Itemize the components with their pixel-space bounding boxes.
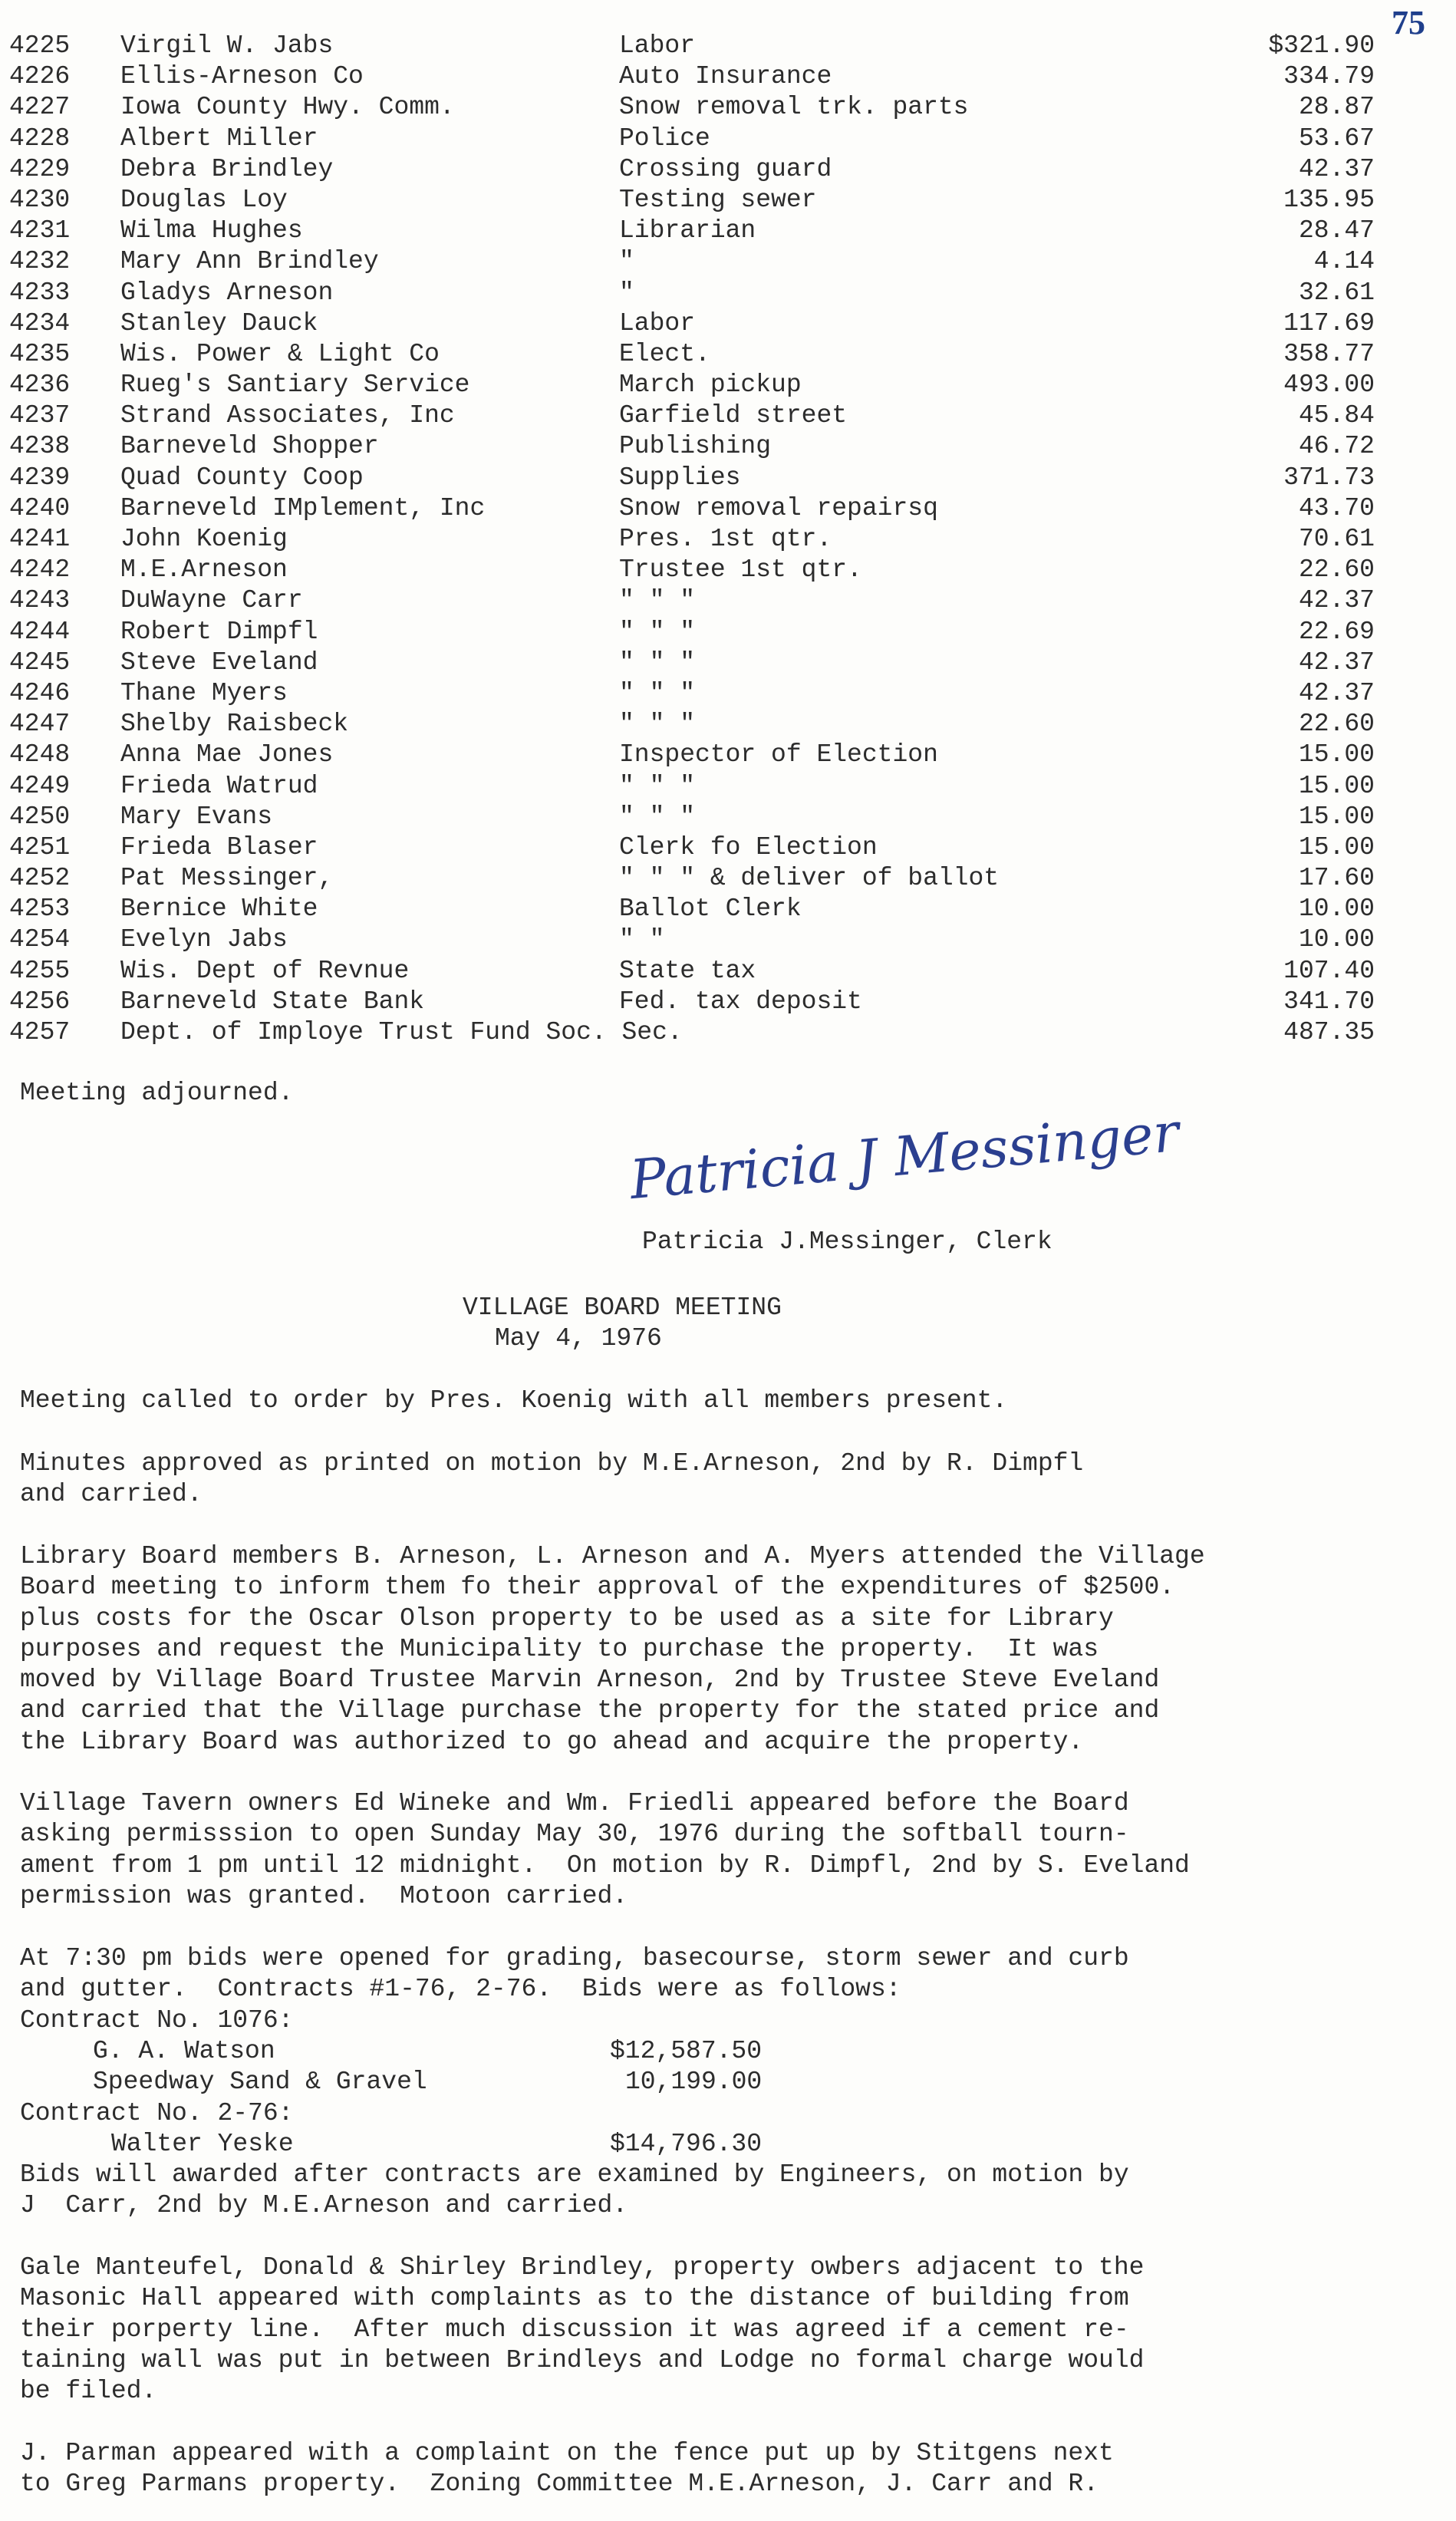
voucher-number: 4236 [9,371,71,400]
payment-description: State tax [619,956,756,985]
payment-amount: $321.90 [1268,31,1375,60]
payee-name: Strand Associates, Inc [120,401,455,430]
payee-name: Albert Miller [120,124,318,153]
voucher-number: 4229 [9,154,71,183]
payment-amount: 334.79 [1283,62,1375,91]
payment-amount: 487.35 [1283,1018,1375,1046]
payment-description: " [619,247,634,276]
payment-amount: 42.37 [1298,678,1375,707]
payment-amount: 10.00 [1298,895,1375,924]
voucher-number: 4242 [9,555,71,585]
bid-amount: $14,796.30 [610,2130,763,2158]
voucher-number: 4244 [9,617,71,646]
payment-amount: 45.84 [1298,401,1375,430]
voucher-number: 4247 [9,710,71,739]
payee-name: Gladys Arneson [120,278,334,307]
payee-name: M.E.Arneson [120,555,288,585]
payment-amount: 15.00 [1298,832,1375,862]
bid-amount: 10,199.00 [625,2068,763,2096]
payee-name: Mary Ann Brindley [120,247,379,276]
clerk-line: Patricia J.Messinger, Clerk [642,1228,1052,1256]
payment-description: Snow removal repairsq [619,493,938,522]
payment-amount: 43.70 [1298,493,1375,522]
payee-name: Ellis-Arneson Co [120,62,364,91]
bid-amount: $12,587.50 [610,2037,763,2065]
payee-name: Barneveld IMplement, Inc [120,493,486,522]
voucher-number: 4243 [9,586,71,615]
voucher-number: 4237 [9,401,71,430]
payment-amount: 28.87 [1298,93,1375,122]
ledger-row [9,185,1375,216]
payment-amount: 22.60 [1298,555,1375,585]
payee-name: Debra Brindley [120,154,334,183]
payment-description: Inspector of Election [619,740,938,769]
payment-description: Ballot Clerk [619,895,802,924]
payment-description: " " " [619,586,696,615]
payment-description: Librarian [619,216,756,246]
payment-amount: 4.14 [1313,247,1375,276]
voucher-number: 4245 [9,648,71,677]
payment-description: " " " [619,802,696,831]
ledger-row [9,1017,1375,1048]
voucher-number: 4238 [9,432,71,461]
payment-amount: 28.47 [1298,216,1375,246]
voucher-number: 4226 [9,62,71,91]
voucher-number: 4254 [9,925,71,954]
payee-name: Bernice White [120,895,318,924]
payment-amount: 15.00 [1298,740,1375,769]
contract-heading: Contract No. 2-76: [20,2099,294,2127]
payment-description: " " " [619,771,696,800]
payee-name: Wis. Dept of Revnue [120,956,410,985]
voucher-number: 4250 [9,802,71,831]
payment-description: Labor [619,31,696,60]
payee-name: Virgil W. Jabs [120,31,334,60]
payee-name: Frieda Watrud [120,771,318,800]
payee-name: Evelyn Jabs [120,925,288,954]
ledger-row [9,154,1375,185]
ledger-row [9,924,1375,955]
ledger-row [9,493,1375,524]
ledger-row [9,956,1375,987]
payment-description: Labor [619,308,696,338]
paragraph-library-board: Library Board members B. Arneson, L. Arneson and A. Myers attended the Village Board meeting to inform them fo their approval of the expenditures of $2500. plus costs for the Oscar Olson property to be used as a site for Library purposes and request the Municipality to purchase the property. It was moved by Village Board Trustee Marvin Arneson, 2nd by Trustee Steve Eveland and carried that the Village purchase the property for the stated price and the Library Board was authorized to go ahead and acquire the property. [20,1542,1205,1756]
payee-name: Shelby Raisbeck [120,710,349,739]
voucher-number: 4233 [9,278,71,307]
ledger-row [9,92,1375,123]
payee-name: John Koenig [120,525,288,553]
payment-description: Trustee 1st qtr. [619,555,862,585]
bid-name: G. A. Watson [93,2037,275,2065]
ledger-row [9,863,1375,894]
payment-description: March pickup [619,371,802,400]
ledger-row [9,278,1375,308]
voucher-number: 4234 [9,308,71,338]
voucher-number: 4230 [9,185,71,214]
paragraph-fence-complaint: J. Parman appeared with a complaint on the fence put up by Stitgens next to Greg Parmans property. Zoning Committee M.E.Arneson, J. Carr and R. [20,2439,1114,2499]
clerk-signature: Patricia J Messinger [627,1100,1181,1212]
payment-amount: 22.60 [1298,710,1375,739]
payee-name: Douglas Loy [120,185,288,214]
ledger-row [9,61,1375,92]
payment-description: " " " [619,648,696,677]
voucher-number: 4239 [9,463,71,492]
payment-description: " [619,278,634,307]
payment-description: Clerk fo Election [619,832,878,862]
payment-description: Pres. 1st qtr. [619,525,832,553]
payment-amount: 341.70 [1283,987,1375,1016]
payment-description: Elect. [619,339,710,368]
ledger-row [9,246,1375,277]
ledger-row [9,987,1375,1017]
ledger-row [9,802,1375,832]
meeting-date: May 4, 1976 [495,1324,662,1353]
payment-amount: 17.60 [1298,864,1375,893]
paragraph-bids-award: Bids will awarded after contracts are examined by Engineers, on motion by J Carr, 2nd by M.E.Arneson and carried. [20,2160,1129,2220]
ledger-row [9,431,1375,462]
payment-description: " " " & deliver of ballot [619,864,1000,893]
voucher-number: 4235 [9,339,71,368]
ledger-row [9,216,1375,246]
ledger-table [9,31,1375,1048]
payment-description: Snow removal trk. parts [619,93,969,122]
ledger-row [9,894,1375,924]
voucher-number: 4252 [9,864,71,893]
ledger-row [9,740,1375,770]
payee-name: Quad County Coop [120,463,364,492]
paragraph-bids-intro: At 7:30 pm bids were opened for grading, basecourse, storm sewer and curb and gutter. Contracts #1-76, 2-76. Bids were as follows: Contract No. 1076: [20,1944,1129,2035]
payment-description: Garfield street [619,401,848,430]
ledger-row [9,709,1375,740]
payment-description: Police [619,124,710,153]
payee-name: Wilma Hughes [120,216,303,246]
adjourned-text: Meeting adjourned. [20,1079,294,1107]
voucher-number: 4225 [9,31,71,60]
payee-name: Robert Dimpfl [120,617,318,646]
ledger-row [9,617,1375,648]
paragraph-call-to-order: Meeting called to order by Pres. Koenig with all members present. [20,1386,1008,1415]
payment-description: Crossing guard [619,154,832,183]
ledger-row [9,124,1375,154]
payee-name: Iowa County Hwy. Comm. [120,93,455,122]
payment-description: Testing sewer [619,185,817,214]
payment-amount: 42.37 [1298,648,1375,677]
ledger-row [9,678,1375,709]
ledger-row [9,648,1375,678]
payment-description: " " " [619,678,696,707]
voucher-number: 4231 [9,216,71,246]
payment-amount: 42.37 [1298,154,1375,183]
payment-amount: 117.69 [1283,308,1375,338]
payee-name: Mary Evans [120,802,273,831]
voucher-number: 4246 [9,678,71,707]
payment-amount: 358.77 [1283,339,1375,368]
ledger-row [9,555,1375,585]
payment-amount: 53.67 [1298,124,1375,153]
payment-amount: 42.37 [1298,586,1375,615]
payment-amount: 46.72 [1298,432,1375,461]
payee-name: Rueg's Santiary Service [120,371,470,400]
bid-name: Walter Yeske [111,2130,294,2158]
payment-description: " " [619,925,665,954]
ledger-row [9,370,1375,400]
meeting-title: VILLAGE BOARD MEETING [463,1293,782,1322]
payment-amount: 135.95 [1283,185,1375,214]
payment-description: " " " [619,710,696,739]
ledger-row [9,771,1375,802]
payee-name: DuWayne Carr [120,586,303,615]
ledger-row [9,400,1375,431]
payee-name: Pat Messinger, [120,864,334,893]
ledger-row [9,463,1375,493]
voucher-number: 4253 [9,895,71,924]
ledger-row [9,524,1375,555]
voucher-number: 4241 [9,525,71,553]
paragraph-masonic-hall: Gale Manteufel, Donald & Shirley Brindley, property owbers adjacent to the Masonic Hall appeared with complaints as to the distance of building from their porperty line. After much discussion it was agreed if a cement re- taining wall was put in between Brindleys and Lodge no formal charge would be filed. [20,2253,1145,2406]
payment-description: Publishing [619,432,772,461]
payee-name: Dept. of Imploye Trust Fund Soc. Sec. [120,1018,683,1046]
voucher-number: 4227 [9,93,71,122]
payment-amount: 32.61 [1298,278,1375,307]
voucher-number: 4255 [9,956,71,985]
payment-amount: 493.00 [1283,371,1375,400]
ledger-row [9,339,1375,370]
payment-amount: 22.69 [1298,617,1375,646]
paragraph-minutes: Minutes approved as printed on motion by M.E.Arneson, 2nd by R. Dimpfl and carried. [20,1449,1084,1509]
payment-amount: 10.00 [1298,925,1375,954]
payee-name: Steve Eveland [120,648,318,677]
payment-amount: 371.73 [1283,463,1375,492]
payment-amount: 15.00 [1298,802,1375,831]
payee-name: Anna Mae Jones [120,740,334,769]
voucher-number: 4248 [9,740,71,769]
payment-amount: 15.00 [1298,771,1375,800]
payee-name: Wis. Power & Light Co [120,339,440,368]
voucher-number: 4232 [9,247,71,276]
ledger-row [9,832,1375,863]
voucher-number: 4256 [9,987,71,1016]
ledger-row [9,31,1375,61]
payment-description: " " " [619,617,696,646]
payee-name: Stanley Dauck [120,308,318,338]
payment-description: Fed. tax deposit [619,987,862,1016]
voucher-number: 4257 [9,1018,71,1046]
payment-description: Auto Insurance [619,62,832,91]
voucher-number: 4228 [9,124,71,153]
payee-name: Barneveld Shopper [120,432,379,461]
payment-amount: 70.61 [1298,525,1375,553]
ledger-row [9,585,1375,616]
payee-name: Frieda Blaser [120,832,318,862]
voucher-number: 4251 [9,832,71,862]
page-number: 75 [1392,4,1425,41]
paragraph-village-tavern: Village Tavern owners Ed Wineke and Wm. Friedli appeared before the Board asking permisssion to open Sunday May 30, 1976 during the softball tourn- ament from 1 pm until 12 midnight. On motion by R. Dimpfl, 2nd by S. Eveland permission was granted. Motoon carried. [20,1789,1190,1910]
voucher-number: 4240 [9,493,71,522]
payment-description: Supplies [619,463,741,492]
payee-name: Thane Myers [120,678,288,707]
ledger-row [9,308,1375,339]
bid-name: Speedway Sand & Gravel [93,2068,427,2096]
voucher-number: 4249 [9,771,71,800]
payment-amount: 107.40 [1283,956,1375,985]
payee-name: Barneveld State Bank [120,987,425,1016]
